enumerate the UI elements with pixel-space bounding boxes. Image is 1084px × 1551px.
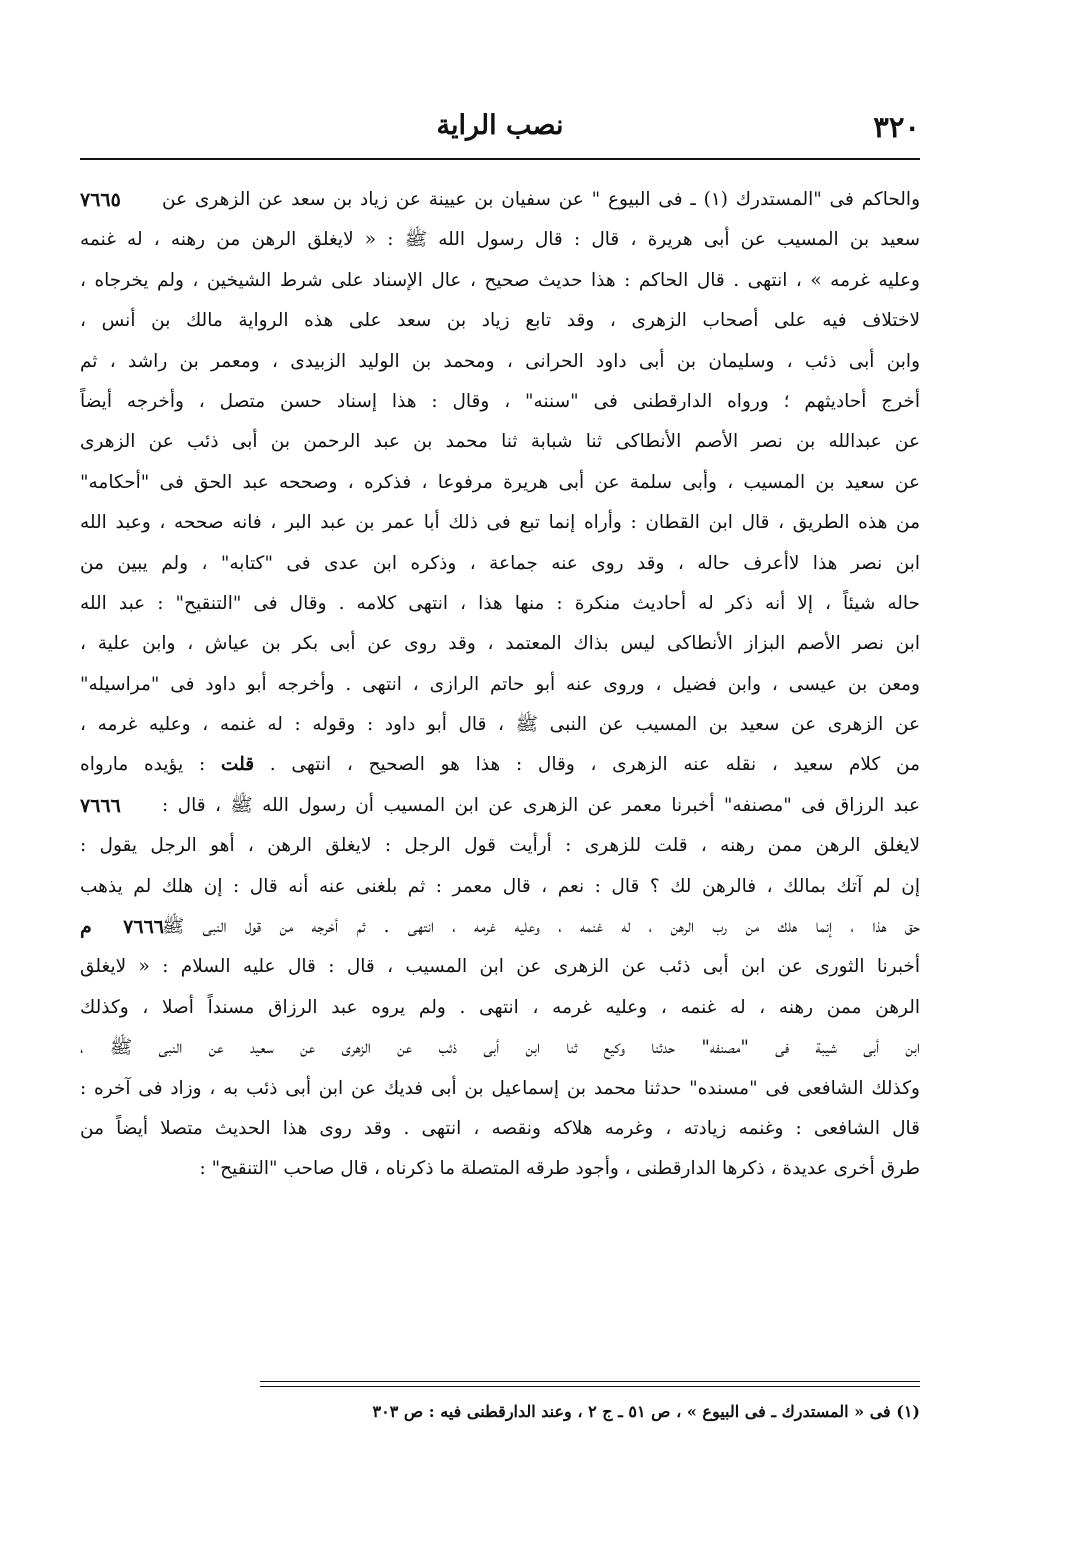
line-text: عن عبدالله بن نصر الأصم الأنطاكى ثنا شبابة ثنا محمد بن عبد الرحمن بن أبى ذئب عن الزهرى	[80, 431, 920, 453]
hadith-number: ٧٦٦٦ م	[80, 916, 164, 939]
footnote-rule	[260, 1381, 920, 1382]
line-text: الرهن ممن رهنه ، له غنمه ، وعليه غرمه ، انتهى . ولم يروه عبد الرزاق مسنداً أصلا ، وكذلك	[80, 996, 920, 1018]
text-line	[80, 342, 920, 382]
qultu-marker: قلت	[220, 754, 255, 776]
hadith-number: ٧٦٦٦	[80, 794, 121, 817]
text-line	[80, 180, 920, 220]
line-text: لايغلق الرهن ممن رهنه ، قلت للزهرى : أرأيت قول الرجل : لايغلق الرهن ، أهو الرجل يقول :	[80, 835, 920, 857]
footnote-rule	[260, 1386, 920, 1387]
line-text-continued: : يؤيده مارواه	[80, 754, 206, 776]
text-line	[80, 422, 920, 462]
header-rule	[80, 158, 920, 160]
text-line	[80, 745, 920, 785]
text-line	[80, 665, 920, 705]
footnote: (١) فى « المستدرك ـ فى البيوع » ، ص ٥١ ـ ج ٢ ، وعند الدارقطنى فيه : ص ٣٠٣	[372, 1402, 920, 1421]
text-line	[80, 907, 920, 947]
text-line	[80, 624, 920, 664]
line-text: ابن أبى شيبة فى "مصنفه" حدثنا وكيع ثنا ابن أبى ذئب عن الزهرى عن سعيد عن النبى ﷺ ،	[80, 1037, 920, 1059]
text-line	[80, 786, 920, 826]
line-text: لاختلاف فيه على أصحاب الزهرى ، وقد تابع زياد بن سعد على هذه الرواية مالك بن أنس ،	[80, 310, 920, 332]
text-line	[80, 301, 920, 341]
line-text: حق هذا ، إنما هلك من رب الرهن ، له غنمه ، وعليه غرمه ، انتهى . ثم أخرجه من قول النبى ﷺ	[162, 916, 920, 938]
text-line	[80, 584, 920, 624]
text-line	[80, 463, 920, 503]
line-text: سعيد بن المسيب عن أبى هريرة ، قال : قال رسول الله ﷺ : « لايغلق الرهن من رهنه ، له غنمه	[80, 229, 920, 251]
page-title: نصب الراية	[436, 110, 564, 141]
text-line	[80, 261, 920, 301]
line-text: حاله شيئاً ، إلا أنه ذكر له أحاديث منكرة : منها هذا ، انتهى كلامه . وقال فى "التنقيح" : عبد الله	[80, 592, 920, 614]
page-header	[80, 108, 920, 154]
line-text: أخبرنا الثورى عن ابن أبى ذئب عن الزهرى عن ابن المسيب ، قال : قال عليه السلام : « لايغلق	[80, 956, 920, 978]
line-text: قال الشافعى : وغنمه زيادته ، وغرمه هلاكه ونقصه ، انتهى . وقد روى هذا الحديث متصلا أيضاً من	[80, 1117, 920, 1139]
text-line	[80, 988, 920, 1028]
line-text: وكذلك الشافعى فى "مسنده" حدثنا محمد بن إسماعيل بن أبى فديك عن ابن أبى ذئب به ، وزاد فى آخره :	[80, 1077, 920, 1099]
hadith-number: ٧٦٦٥	[80, 189, 121, 211]
text-line	[80, 1028, 920, 1068]
line-text: ومعن بن عيسى ، وابن فضيل ، وروى عنه أبو حاتم الرازى ، انتهى . وأخرجه أبو داود فى "مراسيله"	[80, 673, 920, 695]
body-text	[80, 180, 920, 1190]
text-line	[80, 220, 920, 260]
line-text: عن سعيد بن المسيب ، وأبى سلمة عن أبى هريرة مرفوعا ، فذكره ، وصححه عبد الحق فى "أحكامه"	[80, 471, 920, 493]
line-text: ابن نصر الأصم البزاز الأنطاكى ليس بذاك المعتمد ، وقد روى عن أبى بكر بن عياش ، وابن علية ،	[80, 633, 920, 655]
text-line	[80, 1109, 920, 1149]
line-text: من هذه الطريق ، قال ابن القطان : وأراه إنما تبع فى ذلك أبا عمر بن عبد البر ، فانه صححه ، وعبد الله	[80, 512, 920, 534]
line-text: من كلام سعيد ، نقله عنه الزهرى ، وقال : هذا هو الصحيح ، انتهى .	[269, 754, 920, 776]
text-line	[80, 1069, 920, 1109]
line-text: والحاكم فى "المستدرك (١) ـ فى البيوع " عن سفيان بن عيينة عن زياد بن سعد عن الزهرى عن	[162, 189, 920, 210]
line-text: عبد الرزاق فى "مصنفه" أخبرنا معمر عن الزهرى عن ابن المسيب أن رسول الله ﷺ ، قال :	[162, 794, 920, 816]
line-text: عن الزهرى عن سعيد بن المسيب عن النبى ﷺ ، قال أبو داود : وقوله : له غنمه ، وعليه غرمه ،	[80, 714, 920, 736]
text-line	[80, 382, 920, 422]
text-line	[80, 544, 920, 584]
line-text: ابن نصر هذا لاأعرف حاله ، وقد روى عنه جماعة ، وذكره ابن عدى فى "كتابه" ، ولم يبين من	[80, 552, 920, 574]
text-line	[80, 1149, 920, 1189]
line-text: وابن أبى ذئب ، وسليمان بن أبى داود الحرانى ، ومحمد بن الوليد الزبيدى ، ومعمر بن راشد ، ثم	[80, 350, 920, 372]
text-line	[80, 503, 920, 543]
text-line	[80, 867, 920, 907]
line-text: إن لم آتك بمالك ، فالرهن لك ؟ قال : نعم ، قال معمر : ثم بلغنى عنه أنه قال : إن هلك لم يذهب	[80, 875, 920, 897]
text-line	[80, 947, 920, 987]
page-number: ٣٢٠	[873, 110, 920, 144]
line-text: طرق أخرى عديدة ، ذكرها الدارقطنى ، وأجود طرقه المتصلة ما ذكرناه ، قال صاحب "التنقيح" :	[199, 1158, 920, 1180]
text-line	[80, 826, 920, 866]
text-line	[80, 705, 920, 745]
line-text: أخرج أحاديثهم ؛ ورواه الدارقطنى فى "سننه" ، وقال : هذا إسناد حسن متصل ، وأخرجه أيضاً	[80, 390, 920, 412]
line-text: وعليه غرمه » ، انتهى . قال الحاكم : هذا حديث صحيح ، عال الإسناد على شرط الشيخين ، ولم يخرجاه ،	[80, 269, 920, 291]
